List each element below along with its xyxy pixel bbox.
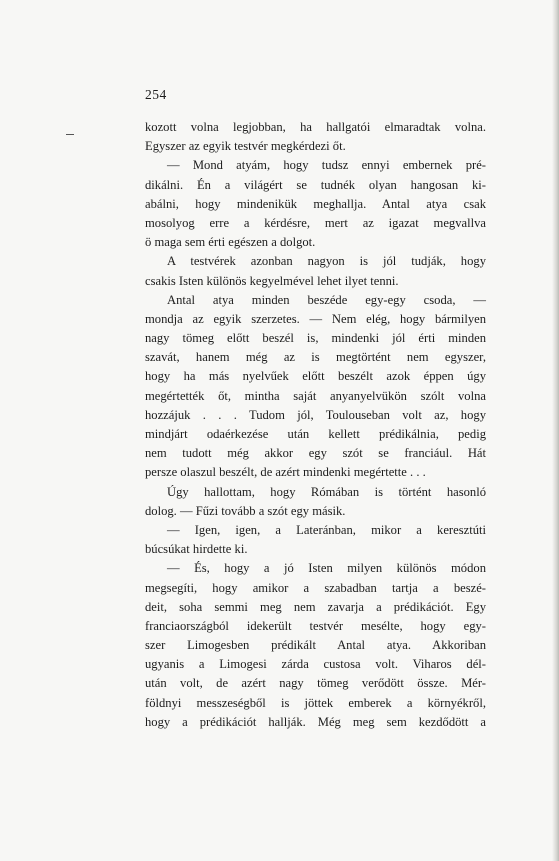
text-line: mindjárt odaérkezése után kellett prédikálnia, pedig (145, 427, 486, 441)
text-line: Úgy hallottam, hogy Rómában is történt hasonló (167, 484, 486, 499)
text-line: szavát, hanem még az is megtörtént nem egyszer, (145, 350, 486, 365)
text-line: kozott volna legjobban, ha hallgatói elmaradtak volna. (145, 120, 486, 134)
text-line: ugyanis a Limogesi zárda custosa volt. Viharos dél- (145, 657, 486, 672)
text-line: után volt, de azért nagy tömeg verődött össze. Mér- (145, 676, 486, 691)
text-line: Antal atya minden beszéde egy-egy csoda, — (167, 292, 486, 307)
text-line: nagy tömeg előtt beszél is, mindenki jól érti minden (145, 331, 486, 346)
text-line: megsegíti, hogy amikor a szabadban tartja a beszé- (145, 580, 486, 595)
margin-mark (66, 134, 74, 135)
text-line: nem tudott még akkor egy szót se franciául. Hát (145, 446, 486, 461)
text-line: hogy a prédikációt hallják. Még meg sem kezdődött a (145, 714, 486, 729)
page-edge-shadow (552, 0, 559, 861)
body-text (145, 118, 486, 732)
text-line: deit, soha semmi meg nem zavarja a prédikációt. Egy (145, 599, 486, 614)
text-line: földnyi messzeségből is jöttek emberek a környékről, (145, 695, 486, 710)
text-line: — Igen, igen, a Lateránban, mikor a keresztúti (167, 522, 486, 537)
text-line: dolog. — Fűzi tovább a szót egy másik. (145, 503, 346, 518)
text-line: szer Limogesben prédikált Antal atya. Akkoriban (145, 638, 486, 653)
text-line: csakis Isten különös kegyelmével lehet ilyet tenni. (145, 273, 399, 288)
text-line: hogy ha más nyelvűek előtt beszélt azok éppen úgy (145, 369, 486, 384)
text-line: búcsúkat hirdette ki. (145, 542, 248, 557)
text-line: Egyszer az egyik testvér megkérdezi őt. (145, 139, 346, 154)
text-line: A testvérek azonban nagyon is jól tudják, hogy (167, 254, 486, 269)
text-line: — És, hogy a jó Isten milyen különös módon (167, 561, 486, 576)
text-line: abálni, hogy mindenikük meghallja. Antal atya csak (145, 196, 486, 211)
text-line: mondja az egyik szerzetes. — Nem elég, hogy bármilyen (145, 311, 486, 326)
text-line: persze olaszul beszélt, de azért mindenki megértette . . . (145, 465, 426, 480)
text-line: hozzájuk . . . Tudom jól, Toulouseban volt az, hogy (145, 407, 486, 422)
text-line: — Mond atyám, hogy tudsz ennyi embernek pré- (167, 158, 486, 173)
text-line: franciaországból idekerült testvér mesélte, hogy egy- (145, 618, 486, 633)
text-line: dikálni. Én a világért se tudnék olyan hangosan ki- (145, 177, 486, 192)
page-number: 254 (145, 87, 167, 102)
text-line: mosolyog erre a kérdésre, mert az igazat megvallva (145, 215, 486, 230)
text-line: ö maga sem érti egészen a dolgot. (145, 235, 316, 250)
text-line: megértették őt, mintha saját anyanyelvükön szólt volna (145, 388, 486, 403)
